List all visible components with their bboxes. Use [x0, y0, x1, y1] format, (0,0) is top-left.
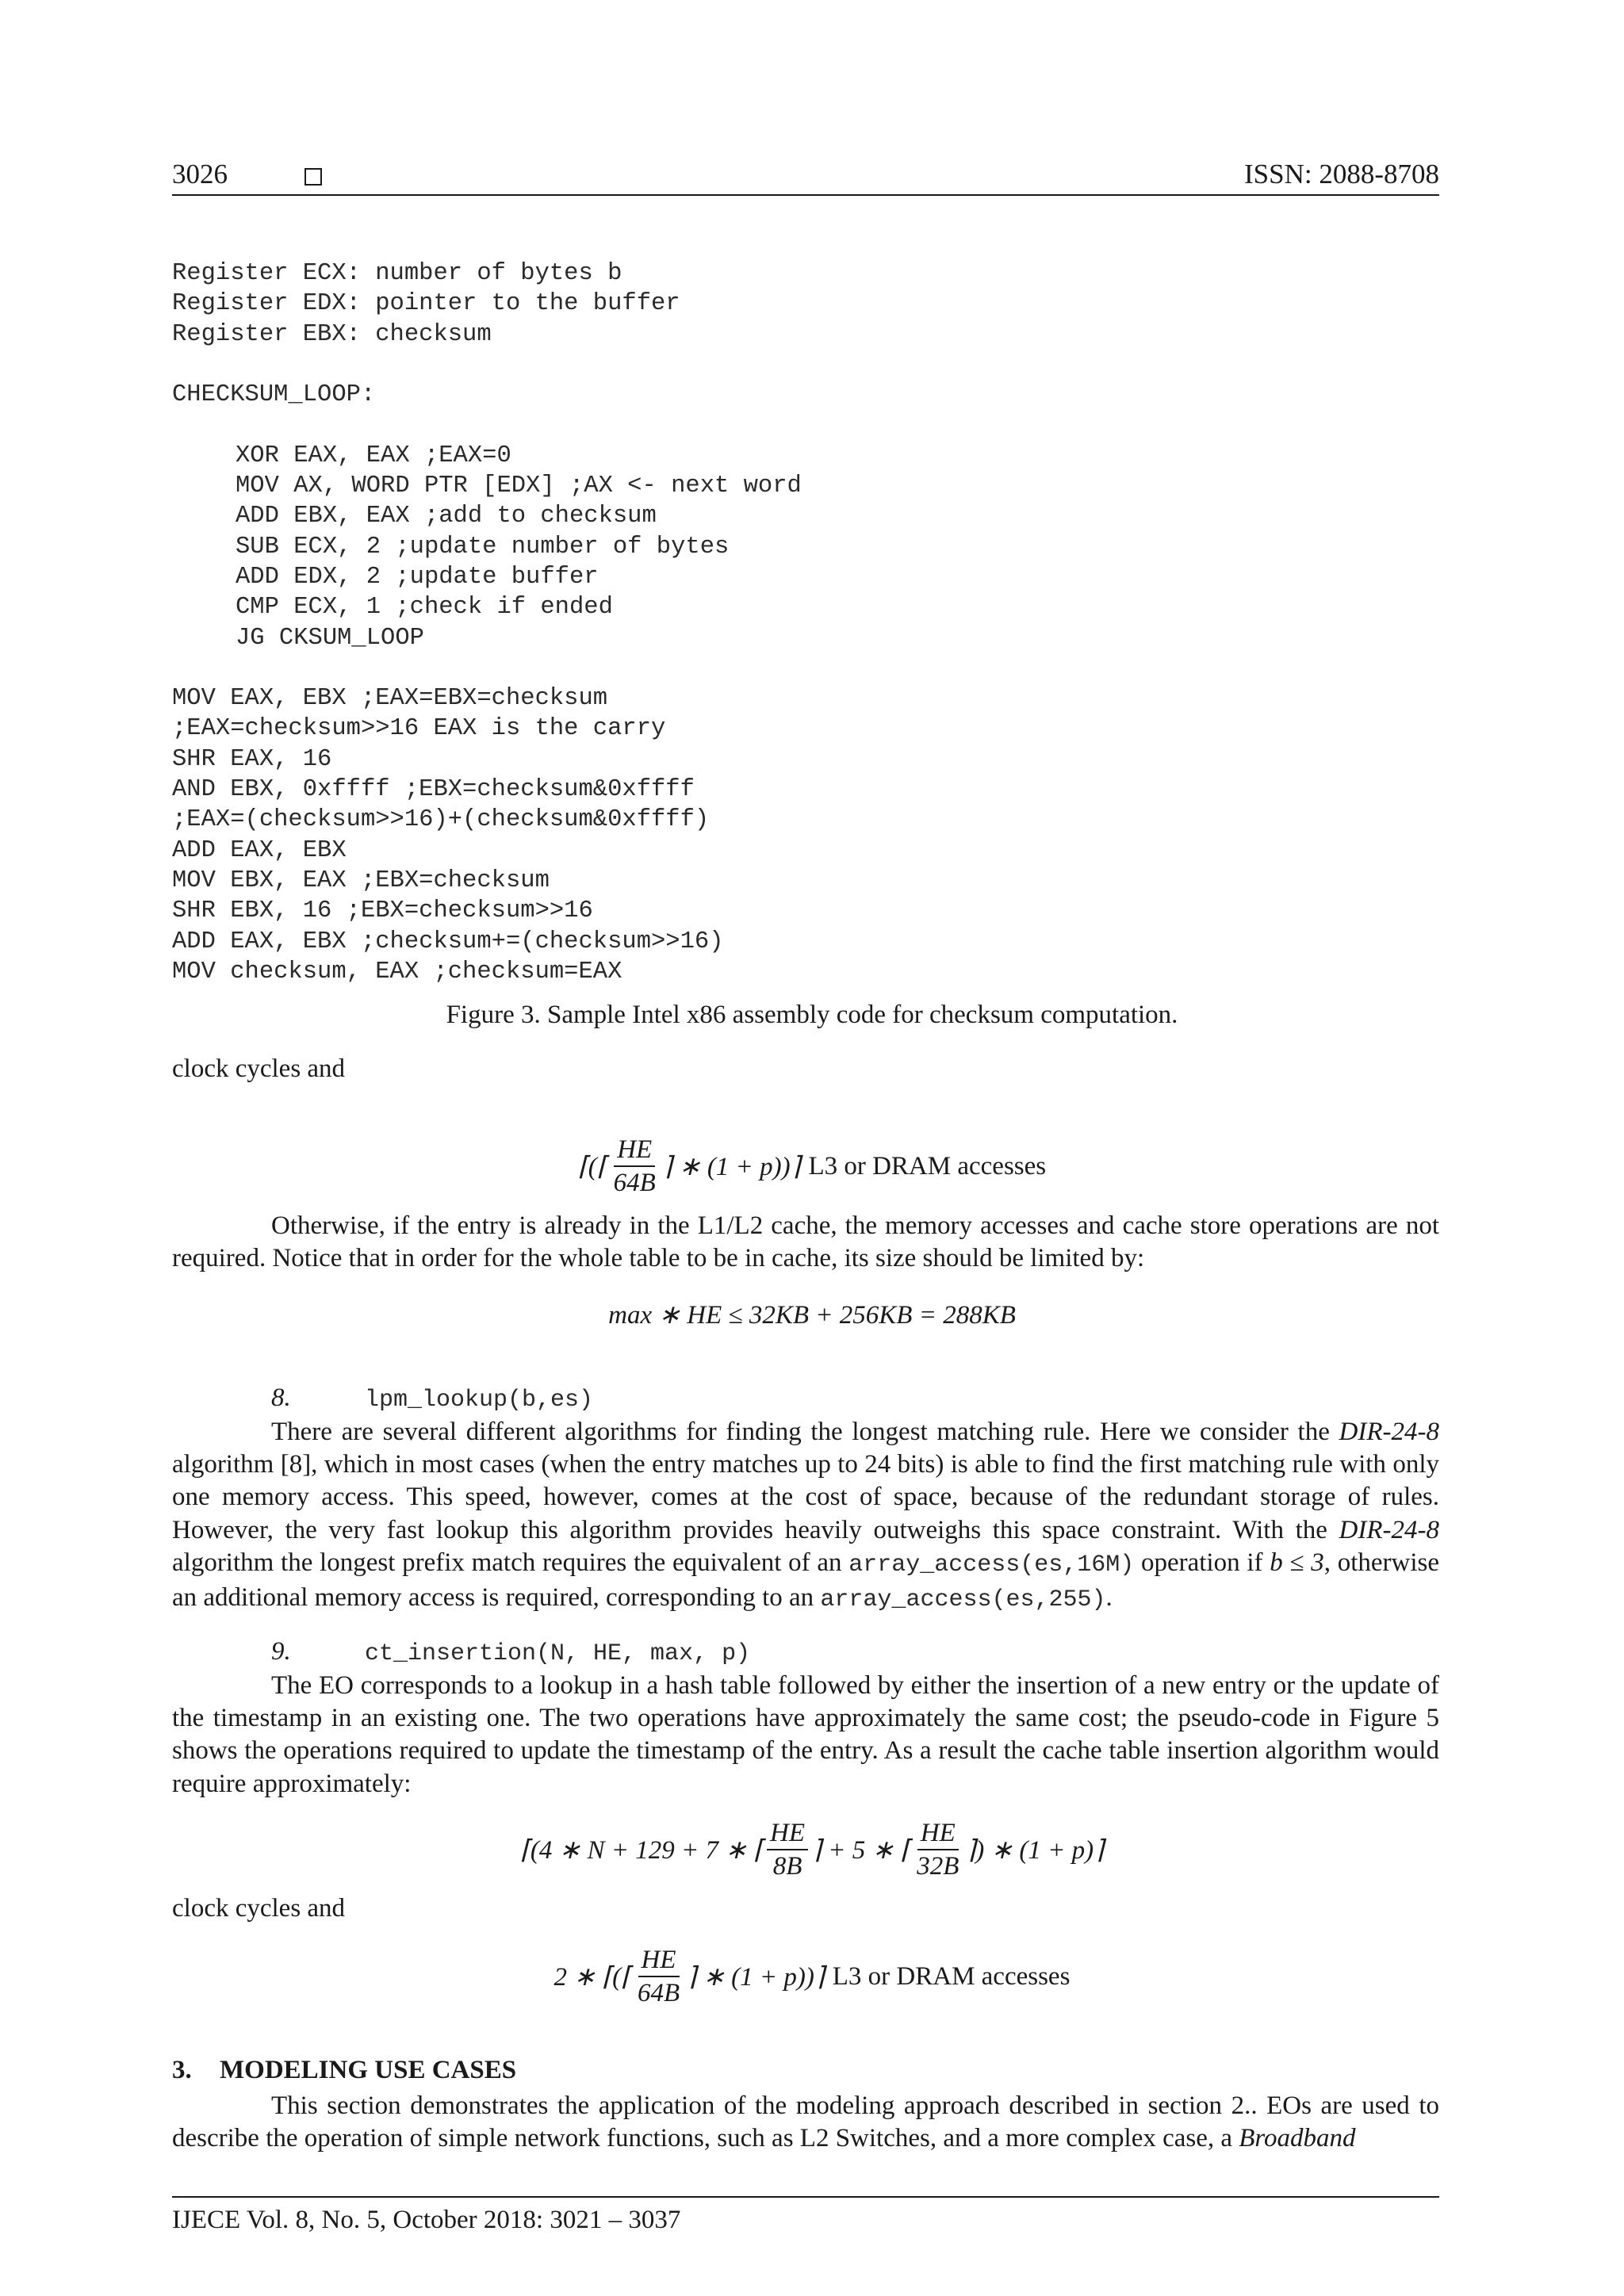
section-para-italic: Broadband — [1239, 2124, 1356, 2153]
code-line: ADD EDX, 2 ;update buffer — [236, 563, 599, 591]
eq4-tail: L3 or DRAM accesses — [832, 1961, 1071, 1991]
eq1-numerator: HE — [614, 1134, 655, 1167]
eq3-denominator-1: 8B — [772, 1852, 802, 1881]
code-line: AND EBX, 0xffff ;EBX=checksum&0xffff — [172, 776, 695, 804]
code-line: CMP ECX, 1 ;check if ended — [236, 594, 613, 622]
p2-code-2: array_access(es,255) — [820, 1586, 1106, 1614]
code-line: XOR EAX, EAX ;EAX=0 — [236, 442, 511, 469]
running-header — [172, 159, 1439, 198]
footer-rule — [172, 2196, 1439, 2198]
issn: ISSN: 2088-8708 — [1244, 159, 1439, 189]
code-line: SHR EBX, 16 ;EBX=checksum>>16 — [172, 897, 593, 925]
eq3-fraction-1 — [767, 1817, 808, 1882]
eq4-open: 2 ∗ ⌈(⌈ — [553, 1963, 631, 1992]
code-line — [172, 653, 802, 683]
equation-l3-accesses-1 — [0, 1134, 1624, 1199]
section-paragraph — [172, 2090, 1439, 2155]
code-line: MOV EAX, EBX ;EAX=EBX=checksum — [172, 685, 608, 713]
section-para-text: This section demonstrates the application of the modeling approach described in section 2.. EOs are used to describe the operation of simple network functions, such as L2 Switches, and a more complex case, a — [172, 2091, 1439, 2153]
code-line: Register EBX: checksum — [172, 320, 492, 348]
code-line: Register EDX: pointer to the buffer — [172, 290, 680, 318]
eq3-numerator-2: HE — [917, 1817, 959, 1850]
eq3-part-3: ⌉) ∗ (1 + p)⌉ — [965, 1836, 1105, 1865]
item-9-number: 9. — [271, 1637, 291, 1666]
code-line: ADD EBX, EAX ;add to checksum — [236, 503, 657, 530]
eq3-part-1: ⌈(4 ∗ N + 129 + 7 ∗ ⌈ — [519, 1836, 764, 1865]
journal-footer: IJECE Vol. 8, No. 5, October 2018: 3021 – 3037 — [172, 2206, 681, 2234]
code-line: CHECKSUM_LOOP: — [172, 381, 376, 409]
eq1-open: ⌈(⌈ — [577, 1153, 607, 1181]
code-line — [172, 410, 802, 440]
item-9-heading — [271, 1637, 750, 1667]
item-8-number: 8. — [271, 1383, 291, 1412]
p2-text-5: , otherwise an additional memory access is required, corresponding to an — [172, 1548, 1439, 1613]
p2-condition: b ≤ 3 — [1270, 1548, 1324, 1577]
eq3-numerator-1: HE — [767, 1817, 808, 1850]
eq4-denominator: 64B — [637, 1979, 680, 2007]
p2-code-1: array_access(es,16M) — [848, 1551, 1135, 1578]
eq4-fraction — [634, 1944, 683, 2009]
eq1-tail: L3 or DRAM accesses — [808, 1151, 1047, 1181]
p2-text-1: There are several different algorithms for finding the longest matching rule. Here we consider the — [271, 1418, 1339, 1446]
eq3-denominator-2: 32B — [917, 1852, 959, 1881]
code-line: JG CKSUM_LOOP — [236, 624, 424, 652]
eq1-mid: ⌉ ∗ (1 + p))⌉ — [661, 1153, 801, 1181]
code-line: MOV EBX, EAX ;EBX=checksum — [172, 867, 550, 894]
clock-cycles-text-2: clock cycles and — [172, 1894, 346, 1923]
code-line: ADD EAX, EBX — [172, 836, 347, 864]
code-line: Register ECX: number of bytes b — [172, 260, 622, 287]
code-line: SUB ECX, 2 ;update number of bytes — [236, 533, 730, 561]
item-8-heading — [271, 1383, 593, 1414]
paragraph-ct-insertion: The EO corresponds to a lookup in a hash table followed by either the insertion of a new entry or the update of the timestamp in an existing one. The two operations have approximately the same cost; the pseudo-code in Figure 5 shows the operations required to update the timestamp of the entry. As a result the cache table insertion algorithm would require approximately: — [172, 1671, 1439, 1798]
p2-dir-24-8-b: DIR-24-8 — [1339, 1515, 1439, 1544]
equation-max-size: max ∗ HE ≤ 32KB + 256KB = 288KB — [608, 1301, 1016, 1330]
code-line — [172, 350, 802, 380]
item-9-code: ct_insertion(N, HE, max, p) — [365, 1640, 751, 1667]
code-line: MOV AX, WORD PTR [EDX] ;AX <- next word — [236, 473, 802, 500]
p2-text-3: algorithm the longest prefix match requires the equivalent of an — [172, 1548, 849, 1577]
code-line: ;EAX=(checksum>>16)+(checksum&0xffff) — [172, 806, 710, 834]
eq1-fraction — [611, 1134, 659, 1199]
section-number: 3. — [172, 2056, 192, 2084]
figure-caption: Figure 3. Sample Intel x86 assembly code for checksum computation. — [446, 1001, 1178, 1029]
code-line: ;EAX=checksum>>16 EAX is the carry — [172, 715, 666, 743]
eq3-part-2: ⌉ + 5 ∗ ⌈ — [811, 1836, 911, 1865]
code-line: ADD EAX, EBX ;checksum+=(checksum>>16) — [172, 928, 724, 955]
eq3-fraction-2 — [914, 1817, 962, 1882]
p2-dir-24-8-a: DIR-24-8 — [1339, 1418, 1439, 1446]
header-rule — [172, 194, 1439, 196]
item-8-code: lpm_lookup(b,es) — [365, 1387, 594, 1414]
page-number: 3026 — [172, 159, 228, 189]
assembly-code-figure — [172, 258, 802, 987]
code-line: SHR EAX, 16 — [172, 745, 332, 773]
equation-l3-accesses-2 — [0, 1944, 1624, 2009]
clock-cycles-text-1: clock cycles and — [172, 1054, 346, 1083]
eq4-mid: ⌉ ∗ (1 + p))⌉ — [686, 1963, 825, 1992]
paragraph-cache-limit: Otherwise, if the entry is already in the L1/L2 cache, the memory accesses and cache store operations are not required. Notice that in order for the whole table to be in cache, its size should be limited by: — [172, 1211, 1439, 1273]
code-line: MOV checksum, EAX ;checksum=EAX — [172, 958, 622, 985]
p2-text-2: algorithm [8], which in most cases (when the entry matches up to 24 bits) is able to find the first matching rule with only one memory access. This speed, however, comes at the cost of space, because of the redundant storage of rules. However, the very fast lookup this algorithm provides heavily outweighs this space constraint. With the — [172, 1450, 1439, 1544]
p2-text-4: operation if — [1134, 1548, 1270, 1577]
eq1-denominator: 64B — [613, 1169, 656, 1197]
paragraph-lpm-lookup — [172, 1416, 1439, 1617]
eq4-numerator: HE — [638, 1944, 680, 1977]
square-icon — [304, 168, 322, 186]
section-title: MODELING USE CASES — [220, 2056, 517, 2084]
equation-clock-cycles — [0, 1817, 1624, 1882]
section-heading — [172, 2056, 516, 2085]
p2-text-6: . — [1105, 1583, 1113, 1613]
